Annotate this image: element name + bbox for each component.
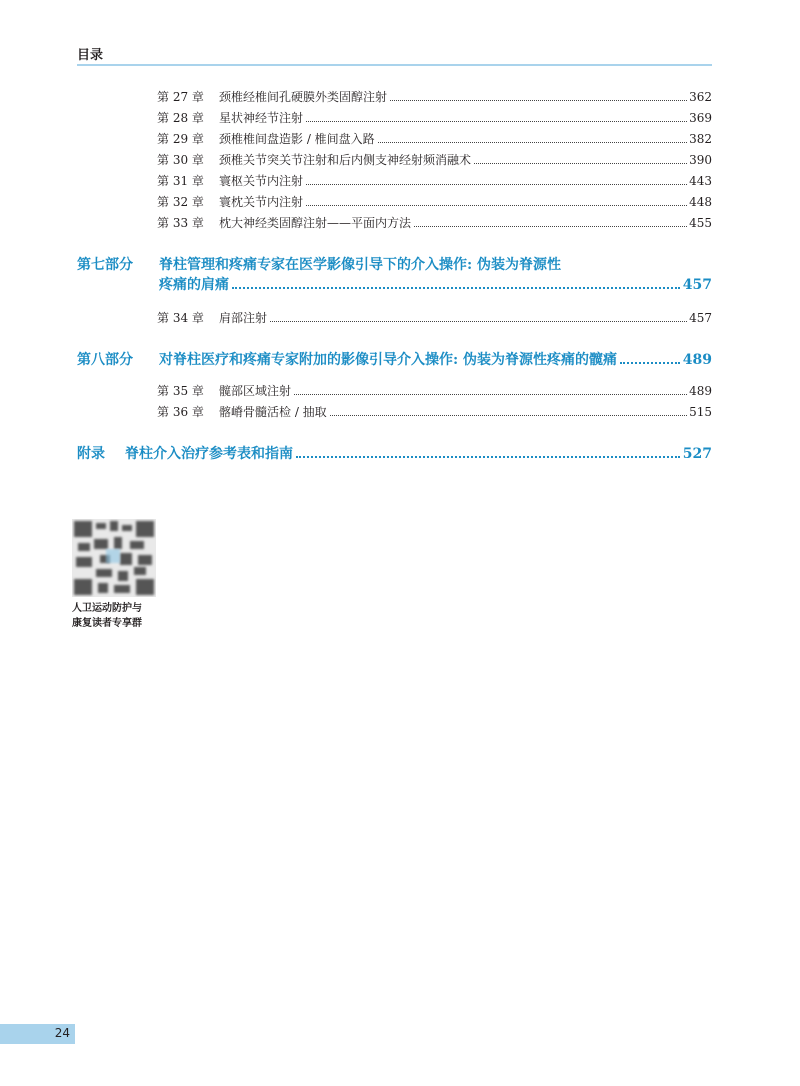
part-title-line2: 疼痛的肩痛 [159, 277, 229, 293]
toc-entry[interactable] [157, 383, 712, 399]
part-title-line1: 脊柱管理和疼痛专家在医学影像引导下的介入操作: 伪装为脊源性 [159, 257, 562, 273]
chapter-title: 肩部注射 [219, 311, 268, 325]
chapter-title: 枕大神经类固醇注射——平面内方法 [219, 216, 412, 230]
toc-part-entry[interactable] [77, 350, 712, 370]
page-header-title: 目录 [77, 48, 104, 63]
dot-leader [270, 321, 687, 322]
dot-leader [390, 100, 687, 101]
toc-entry[interactable] [157, 152, 712, 168]
footer-page-number: 24 [54, 1026, 70, 1040]
dot-leader [306, 184, 687, 185]
chapter-number: 第 33 章 [157, 216, 204, 230]
appendix-title: 脊柱介入治疗参考表和指南 [125, 446, 293, 462]
chapter-title: 髋部区域注射 [219, 384, 292, 398]
page-number: 489 [689, 384, 712, 398]
page-number: 362 [689, 90, 712, 104]
dot-leader [294, 394, 687, 395]
part-number: 第七部分 [77, 257, 133, 273]
chapter-title: 寰枢关节内注射 [219, 174, 304, 188]
page-number: 457 [689, 311, 712, 325]
dot-leader [620, 362, 680, 364]
toc-entry[interactable] [157, 131, 712, 147]
page-number: 390 [689, 153, 712, 167]
chapter-number: 第 36 章 [157, 405, 204, 419]
chapter-number: 第 27 章 [157, 90, 204, 104]
part-title: 对脊柱医疗和疼痛专家附加的影像引导介入操作: 伪装为脊源性疼痛的髋痛 [159, 352, 618, 368]
part-number: 第八部分 [77, 352, 133, 368]
page-number: 369 [689, 111, 712, 125]
chapter-number: 第 34 章 [157, 311, 204, 325]
dot-leader [296, 456, 680, 458]
page-number: 443 [689, 174, 712, 188]
toc-entry[interactable] [157, 173, 712, 189]
toc-entry[interactable] [157, 404, 712, 420]
chapter-title: 颈椎经椎间孔硬膜外类固醇注射 [219, 90, 388, 104]
chapter-title: 髂嵴骨髓活检 / 抽取 [219, 405, 327, 419]
dot-leader [330, 415, 687, 416]
toc-entry[interactable] [157, 89, 712, 105]
chapter-number: 第 35 章 [157, 384, 204, 398]
page-number: 382 [689, 132, 712, 146]
qr-code-image[interactable] [72, 519, 156, 597]
page-number: 455 [689, 216, 712, 230]
toc-entry[interactable] [157, 110, 712, 126]
chapter-number: 第 28 章 [157, 111, 204, 125]
part-page-number: 489 [682, 352, 712, 368]
dot-leader [414, 226, 687, 227]
chapter-title: 颈椎关节突关节注射和后内侧支神经射频消融术 [219, 153, 472, 167]
page-number: 448 [689, 195, 712, 209]
chapter-title: 颈椎椎间盘造影 / 椎间盘入路 [219, 132, 375, 146]
toc-part-entry[interactable] [77, 255, 712, 295]
dot-leader [474, 163, 687, 164]
toc-entry[interactable] [157, 194, 712, 210]
toc-appendix-entry[interactable] [77, 444, 712, 464]
dot-leader [306, 205, 687, 206]
toc-entry[interactable] [157, 215, 712, 231]
chapter-number: 第 29 章 [157, 132, 204, 146]
qr-caption [72, 601, 182, 631]
chapter-number: 第 30 章 [157, 153, 204, 167]
header-divider [77, 64, 712, 66]
appendix-page-number: 527 [682, 446, 712, 462]
dot-leader [378, 142, 687, 143]
dot-leader [232, 287, 680, 289]
appendix-label: 附录 [77, 446, 105, 462]
page-number: 515 [689, 405, 712, 419]
toc-entry[interactable] [157, 310, 712, 326]
chapter-title: 星状神经节注射 [219, 111, 304, 125]
qr-caption-line1: 人卫运动防护与 [72, 603, 142, 614]
page-number-tab [0, 1024, 75, 1044]
part-page-number: 457 [682, 277, 712, 293]
chapter-number: 第 31 章 [157, 174, 204, 188]
chapter-title: 寰枕关节内注射 [219, 195, 304, 209]
dot-leader [306, 121, 687, 122]
qr-caption-line2: 康复读者专享群 [72, 618, 142, 629]
chapter-number: 第 32 章 [157, 195, 204, 209]
